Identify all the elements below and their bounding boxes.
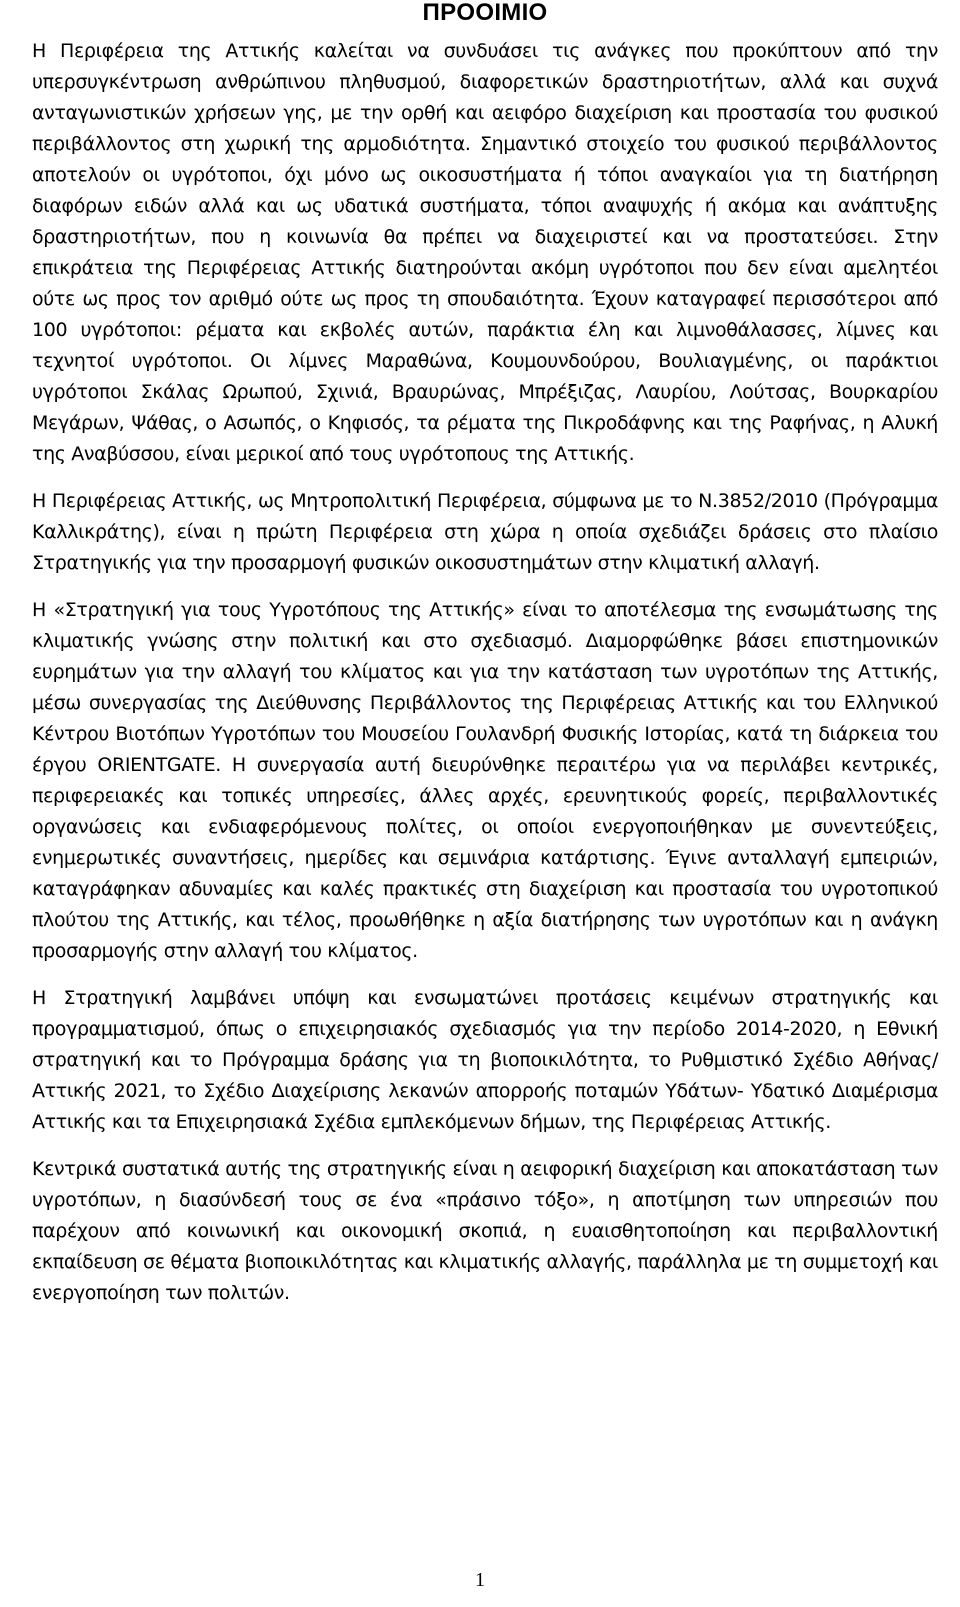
paragraph-metropolitan-region: Η Περιφέρειας Αττικής, ως Μητροπολιτική Περιφέρεια, σύμφωνα με το Ν.3852/2010 (Πρόγραμμα Καλλικράτης), είναι η πρώτη Περιφέρεια στη χώρα η οποία σχεδιάζει δράσεις στο πλαίσιο Στρατηγικής για την προσαρμογή φυσικών οικοσυστημάτων στην κλιματική αλλαγή. xyxy=(32,490,938,574)
paragraph-core-components: Κεντρικά συστατικά αυτής της στρατηγικής είναι η αειφορική διαχείριση και αποκατάσταση των υγροτόπων, η διασύνδεσή τους σε ένα «πράσινο τόξο», η αποτίμηση των υπηρεσιών που παρέχουν από κοινωνική και οικονομική σκοπιά, η ευαισθητοποίηση και περιβαλλοντική εκπαίδευση σε θέματα βιοποικιλότητας και κλιματικής αλλαγής, παράλληλα με τη συμμετοχή και ενεργοποίηση των πολιτών. xyxy=(32,1158,938,1304)
paragraph-policy-texts: Η Στρατηγική λαμβάνει υπόψη και ενσωματώνει προτάσεις κειμένων στρατηγικής και προγραμματισμού, όπως ο επιχειρησιακός σχεδιασμός για την περίοδο 2014-2020, η Εθνική στρατηγική και το Πρόγραμμα δράσης για τη βιοποικιλότητα, το Ρυθμιστικό Σχέδιο Αθήνας/Αττικής 2021, το Σχέδιο Διαχείρισης λεκανών απορροής ποταμών Υδάτων- Υδατικό Διαμέρισμα Αττικής και τα Επιχειρησιακά Σχέδια εμπλεκόμενων δήμων, της Περιφέρειας Αττικής. xyxy=(32,987,938,1133)
page-number: 1 xyxy=(475,1569,485,1591)
paragraph-intro: Η Περιφέρεια της Αττικής καλείται να συνδυάσει τις ανάγκες που προκύπτουν από την υπερσυγκέντρωση ανθρώπινου πληθυσμού, διαφορετικών δραστηριοτήτων, αλλά και συχνά ανταγωνιστικών χρήσεων γης, με την ορθή και αειφόρο διαχείριση και προστασία του φυσικού περιβάλλοντος στη χωρική της αρμοδιότητα. Σημαντικό στοιχείο του φυσικού περιβάλλοντος αποτελούν οι υγρότοποι, όχι μόνο ως οικοσυστήματα ή τόποι αναγκαίοι για τη διατήρηση διαφόρων ειδών αλλά και ως υδατικά συστήματα, τόποι αναψυχής ή ακόμα και ανάπτυξης δραστηριοτήτων, που η κοινωνία θα πρέπει να διαχειριστεί και να προστατεύσει. Στην επικράτεια της Περιφέρειας Αττικής διατηρούνται ακόμη υγρότοποι που δεν είναι αμελητέοι ούτε ως προς τον αριθμό ούτε ως προς τη σπουδαιότητα. Έχουν καταγραφεί περισσότεροι από 100 υγρότοποι: ρέματα και εκβολές αυτών, παράκτια έλη και λιμνοθάλασσες, λίμνες και τεχνητοί υγρότοποι. Οι λίμνες Μαραθώνα, Κουμουνδούρου, Βουλιαγμένης, οι παράκτιοι υγρότοποι Σκάλας Ωρωπού, Σχινιά, Βραυρώνας, Μπρέξιζας, Λαυρίου, Λούτσας, Βουρκαρίου Μεγάρων, Ψάθας, ο Ασωπός, ο Κηφισός, τα ρέματα της Πικροδάφνης και της Ραφήνας, η Αλυκή της Αναβύσσου, είναι μερικοί από τους υγρότοπους της Αττικής. xyxy=(32,40,938,465)
document-title: ΠΡΟΟΙΜΙΟ xyxy=(422,0,548,26)
paragraph-strategy: Η «Στρατηγική για τους Υγροτόπους της Αττικής» είναι το αποτέλεσμα της ενσωμάτωσης της κλιματικής γνώσης στην πολιτική και στο σχεδιασμό. Διαμορφώθηκε βάσει επιστημονικών ευρημάτων για την αλλαγή του κλίματος και για την κατάσταση των υγροτόπων της Αττικής, μέσω συνεργασίας της Διεύθυνσης Περιβάλλοντος της Περιφέρειας Αττικής και του Ελληνικού Κέντρου Βιοτόπων Υγροτόπων του Μουσείου Γουλανδρή Φυσικής Ιστορίας, κατά τη διάρκεια του έργου ORIENTGATE. Η συνεργασία αυτή διευρύνθηκε περαιτέρω για να περιλάβει κεντρικές, περιφερειακές και τοπικές υπηρεσίες, άλλες αρχές, ερευνητικούς φορείς, περιβαλλοντικές οργανώσεις και ενδιαφερόμενους πολίτες, οι οποίοι ενεργοποιήθηκαν με συνεντεύξεις, ενημερωτικές συναντήσεις, ημερίδες και σεμινάρια κατάρτισης. Έγινε ανταλλαγή εμπειριών, καταγράφηκαν αδυναμίες και καλές πρακτικές στη διαχείριση και προστασία του υγροτοπικού πλούτου της Αττικής, και τέλος, προωθήθηκε η αξία διατήρησης των υγροτόπων και η ανάγκη προσαρμογής στην αλλαγή του κλίματος. xyxy=(32,599,938,962)
